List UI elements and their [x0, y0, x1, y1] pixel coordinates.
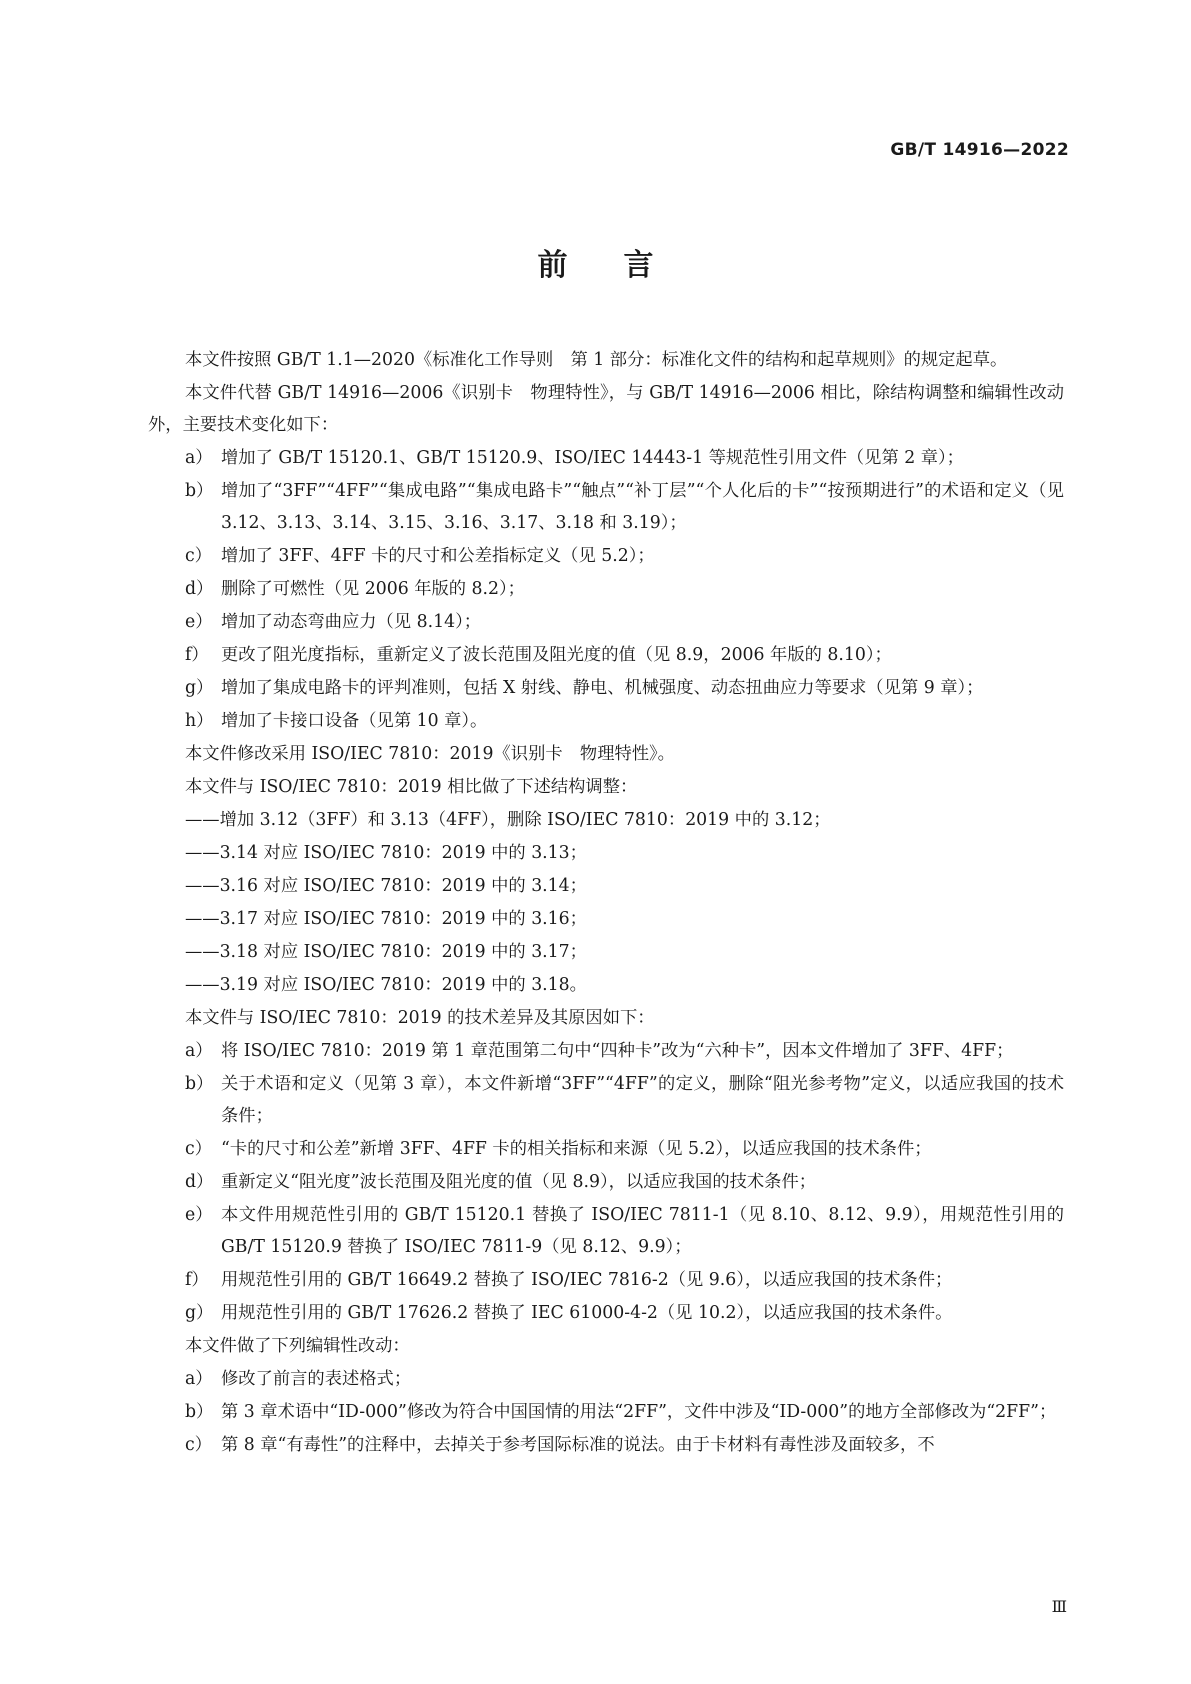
document-code: GB/T 14916—2022: [890, 140, 1069, 160]
list-item: [148, 705, 1064, 737]
list-item-text: 增加了 3FF、4FF 卡的尺寸和公差指标定义（见 5.2）；: [221, 546, 655, 566]
tech-diff-list: [148, 1035, 1064, 1329]
list-item-label: b）: [185, 1402, 214, 1422]
list-item-label: c）: [185, 546, 212, 566]
list-item-text: 增加了动态弯曲应力（见 8.14）；: [221, 612, 481, 632]
list-item-label: h）: [185, 711, 214, 731]
list-item-text: 用规范性引用的 GB/T 16649.2 替换了 ISO/IEC 7816-2（见 9.6），以适应我国的技术条件；: [221, 1270, 953, 1290]
list-item: [148, 1166, 1064, 1198]
list-item-text: 第 8 章“有毒性”的注释中，去掉关于参考国际标准的说法。由于卡材料有毒性涉及面较多，不: [221, 1435, 935, 1455]
list-item: [148, 540, 1064, 572]
list-item-label: d）: [185, 1172, 214, 1192]
list-item-text: “卡的尺寸和公差”新增 3FF、4FF 卡的相关指标和来源（见 5.2），以适应我国的技术条件；: [221, 1139, 932, 1159]
list-item-text: 修改了前言的表述格式；: [221, 1369, 412, 1389]
list-item-label: g）: [185, 678, 214, 698]
list-item-label: f）: [185, 645, 209, 665]
list-item-label: e）: [185, 612, 213, 632]
list-item-label: b）: [185, 481, 214, 501]
paragraph-editorial-intro: 本文件做了下列编辑性改动：: [185, 1336, 410, 1356]
list-item: [148, 1429, 1064, 1461]
list-item-label: a）: [185, 448, 213, 468]
list-item: [148, 573, 1064, 605]
list-item-text: 重新定义“阻光度”波长范围及阻光度的值（见 8.9），以适应我国的技术条件；: [221, 1172, 817, 1192]
list-item: [148, 1068, 1064, 1132]
list-item: ——增加 3.12（3FF）和 3.13（4FF），删除 ISO/IEC 7810：2019 中的 3.12；: [185, 810, 831, 830]
list-item: [148, 1199, 1064, 1263]
list-item: [148, 606, 1064, 638]
list-item-text: 删除了可燃性（见 2006 年版的 8.2）；: [221, 579, 525, 599]
list-item-text: 将 ISO/IEC 7810：2019 第 1 章范围第二句中“四种卡”改为“六种卡”，因本文件增加了 3FF、4FF；: [221, 1041, 1014, 1061]
paragraph-structure-intro: 本文件与 ISO/IEC 7810：2019 相比做了下述结构调整：: [185, 777, 638, 797]
list-item-text: 增加了集成电路卡的评判准则，包括 X 射线、静电、机械强度、动态扭曲应力等要求（见第 9 章）；: [221, 678, 984, 698]
list-item-label: b）: [185, 1074, 214, 1094]
list-item: [148, 442, 1064, 474]
list-item-text: 关于术语和定义（见第 3 章），本文件新增“3FF”“4FF”的定义，删除“阻光参考物”定义，以适应我国的技术条件；: [221, 1074, 1064, 1126]
list-item: [148, 1264, 1064, 1296]
page-number: Ⅲ: [1051, 1597, 1067, 1616]
list-item: [148, 1133, 1064, 1165]
list-item-label: e）: [185, 1205, 213, 1225]
list-item-label: g）: [185, 1303, 214, 1323]
list-item-text: 增加了卡接口设备（见第 10 章）。: [221, 711, 488, 731]
editorial-list: [148, 1363, 1064, 1461]
paragraph-replacement: 本文件代替 GB/T 14916—2006《识别卡 物理特性》，与 GB/T 14916—2006 相比，除结构调整和编辑性改动外，主要技术变化如下：: [148, 383, 1064, 435]
list-item: [148, 1396, 1064, 1428]
list-item-label: c）: [185, 1435, 212, 1455]
list-item: [148, 1363, 1064, 1395]
paragraph-tech-diff-intro: 本文件与 ISO/IEC 7810：2019 的技术差异及其原因如下：: [185, 1008, 655, 1028]
list-item: [148, 475, 1064, 539]
list-item-text: 第 3 章术语中“ID-000”修改为符合中国国情的用法“2FF”，文件中涉及“ID-000”的地方全部修改为“2FF”；: [221, 1402, 1057, 1422]
page-title: 前言: [537, 248, 710, 283]
list-item: ——3.16 对应 ISO/IEC 7810：2019 中的 3.14；: [185, 876, 587, 896]
list-item-text: 用规范性引用的 GB/T 17626.2 替换了 IEC 61000-4-2（见 10.2），以适应我国的技术条件。: [221, 1303, 953, 1323]
list-item-label: f）: [185, 1270, 209, 1290]
foreword-body: [148, 344, 1064, 1462]
list-item: [148, 1297, 1064, 1329]
list-item-text: 增加了 GB/T 15120.1、GB/T 15120.9、ISO/IEC 14443-1 等规范性引用文件（见第 2 章）；: [221, 448, 964, 468]
list-item-text: 更改了阻光度指标，重新定义了波长范围及阻光度的值（见 8.9，2006 年版的 8.10）；: [221, 645, 892, 665]
list-item-label: a）: [185, 1041, 213, 1061]
list-item: [148, 672, 1064, 704]
list-item: [148, 639, 1064, 671]
list-item-text: 本文件用规范性引用的 GB/T 15120.1 替换了 ISO/IEC 7811-1（见 8.10、8.12、9.9），用规范性引用的 GB/T 15120.9 替换了 ISO/IEC 7811-9（见 8.12、9.9）；: [221, 1205, 1064, 1257]
list-item: ——3.14 对应 ISO/IEC 7810：2019 中的 3.13；: [185, 843, 587, 863]
structure-list: [148, 804, 1064, 1001]
list-item-label: c）: [185, 1139, 212, 1159]
list-item: ——3.17 对应 ISO/IEC 7810：2019 中的 3.16；: [185, 909, 587, 929]
changes-list: [148, 442, 1064, 737]
list-item-label: a）: [185, 1369, 213, 1389]
list-item-text: 增加了“3FF”“4FF”“集成电路”“集成电路卡”“触点”“补丁层”“个人化后的卡”“按预期进行”的术语和定义（见 3.12、3.13、3.14、3.15、3.16、3.17、3.18 和 3.19）；: [221, 481, 1064, 533]
list-item: ——3.19 对应 ISO/IEC 7810：2019 中的 3.18。: [185, 975, 587, 995]
paragraph-drafting-rule: 本文件按照 GB/T 1.1—2020《标准化工作导则 第 1 部分：标准化文件的结构和起草规则》的规定起草。: [185, 350, 1008, 370]
list-item: ——3.18 对应 ISO/IEC 7810：2019 中的 3.17；: [185, 942, 587, 962]
list-item-label: d）: [185, 579, 214, 599]
paragraph-adoption: 本文件修改采用 ISO/IEC 7810：2019《识别卡 物理特性》。: [185, 744, 675, 764]
list-item: [148, 1035, 1064, 1067]
